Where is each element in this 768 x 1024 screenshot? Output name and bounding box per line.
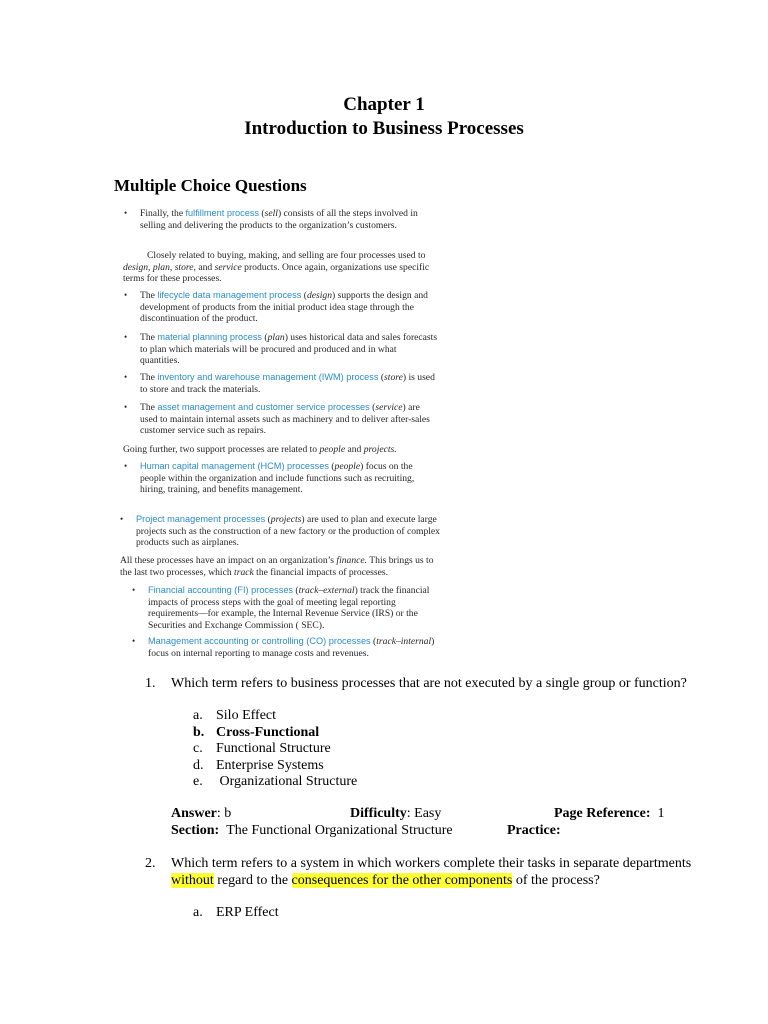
difficulty-line: Difficulty: Easy xyxy=(350,806,442,821)
chapter-title xyxy=(0,93,768,141)
excerpt-bullet: • Management accounting or controlling (CO) processes (track–internal) focus on internal reporting to manage costs and revenues. xyxy=(132,636,435,659)
excerpt-bullet: • The material planning process (plan) uses historical data and sales forecasts to plan which materials will be procured and produced and in what quantities. xyxy=(124,332,438,367)
excerpt-bullet: • The asset management and customer service processes (service) are used to maintain internal assets such as machinery and to deliver after-sales customer service such as repairs. xyxy=(124,402,430,437)
highlighted-text: without xyxy=(171,872,214,888)
excerpt-paragraph: Going further, two support processes are related to people and projects. xyxy=(123,444,397,455)
page-reference-line: Page Reference: 1 xyxy=(554,806,665,821)
chapter-name: Introduction to Business Processes xyxy=(244,118,524,139)
question-text: Which term refers to a system in which workers complete their tasks in separate departments without regard to the consequences for the other components of the process? xyxy=(171,856,692,888)
excerpt-bullet: • The inventory and warehouse management (IWM) process (store) is used to store and track the materials. xyxy=(124,372,435,395)
section-heading: Multiple Choice Questions xyxy=(114,176,307,195)
section-line: Section: The Functional Organizational Structure xyxy=(171,822,453,838)
question-number: 1. xyxy=(145,676,156,691)
excerpt-bullet: • Human capital management (HCM) processes (people) focus on the people within the organization and include functions such as recruiting, hiring, training, and benefits management. xyxy=(124,461,415,496)
excerpt-paragraph: Closely related to buying, making, and selling are four processes used to design, plan, store, and service products. Once again, organizations use specific terms for these processes. xyxy=(123,250,430,285)
highlighted-text: consequences for the other components xyxy=(291,872,513,888)
excerpt-bullet: • Project management processes (projects) are used to plan and execute large projects such as the construction of a new factory or the production of complex products such as airplanes. xyxy=(120,514,440,549)
excerpt-paragraph: All these processes have an impact on an organization’s finance. This brings us to the last two processes, which track the financial impacts of processes. xyxy=(120,555,434,578)
question-number: 2. xyxy=(145,856,156,871)
answer-line: Answer: b xyxy=(171,806,232,821)
document-page: Chapter 1 Introduction to Business Processes Multiple Choice Questions • Finally, the fulfillment process (sell) consists of all the steps involved in selling and delivering the products to the organization’s customers. Closely related to buying, making, and selling are four processes used to design, plan, store, and service products. Once again, organizations use specific terms for these processes. • The lifecycle data management process (design) supports the design and development of products from the initial product idea stage through the discontinuation of the product. • The material planning process (plan) uses historical data and sales forecasts to plan which materials will be procured and produced and in what quantities. • The inventory and warehouse management (IWM) process (store) is used to store and track the materials. • The asset management and customer service processes (service) are used to maintain internal assets such as machinery and to deliver after-sales customer service such as repairs. Going further, two support processes are related to people and projects. • Human capital management (HCM) processes (people) focus on the people within the organization and include functions such as recruiting, hiring, training, and benefits management. • Project management processes (projects) are used to plan and execute large projects such as the construction of a new factory or the production of complex products such as airplanes. All these processes have an impact on an organization’s finance. This brings us to the last two processes, which track the financial impacts of processes. • Financial accounting (FI) processes (track–external) track the financial impacts of process steps with the goal of meeting legal reporting requirements—for example, the Internal Revenue Service (IRS) or the Securities and Exchange Commission ( SEC). • Management accounting or controlling (CO) processes (track–internal) focus on internal reporting to manage costs and revenues. 1. Which term refers to business processes that are not executed by a single group or function? a. Silo Effect b. Cross-Functional c. Functional Structure d. Enterprise Systems e. Organizational Structure Answer: b Difficulty: Easy Page Reference: 1 Section: The Functional Organizational Structure Practice: 2. Which term refers to a system in which workers complete their tasks in separate departments without regard to the consequences for the other components of the process? a. ERP Effect xyxy=(0,0,768,1024)
excerpt-bullet: • The lifecycle data management process (design) supports the design and development of products from the initial product idea stage through the discontinuation of the product. xyxy=(124,290,428,325)
question-text: Which term refers to business processes that are not executed by a single group or function? xyxy=(171,676,687,691)
excerpt-bullet: • Financial accounting (FI) processes (track–external) track the financial impacts of process steps with the goal of meeting legal reporting requirements—for example, the Internal Revenue Service (IRS) or the Securities and Exchange Commission ( SEC). xyxy=(132,585,430,632)
excerpt-bullet: • Finally, the fulfillment process (sell) consists of all the steps involved in selling and delivering the products to the organization’s customers. xyxy=(124,208,418,231)
chapter-number: Chapter 1 xyxy=(343,94,425,115)
textbook-excerpt-image xyxy=(112,204,450,672)
practice-line: Practice: xyxy=(507,822,561,838)
